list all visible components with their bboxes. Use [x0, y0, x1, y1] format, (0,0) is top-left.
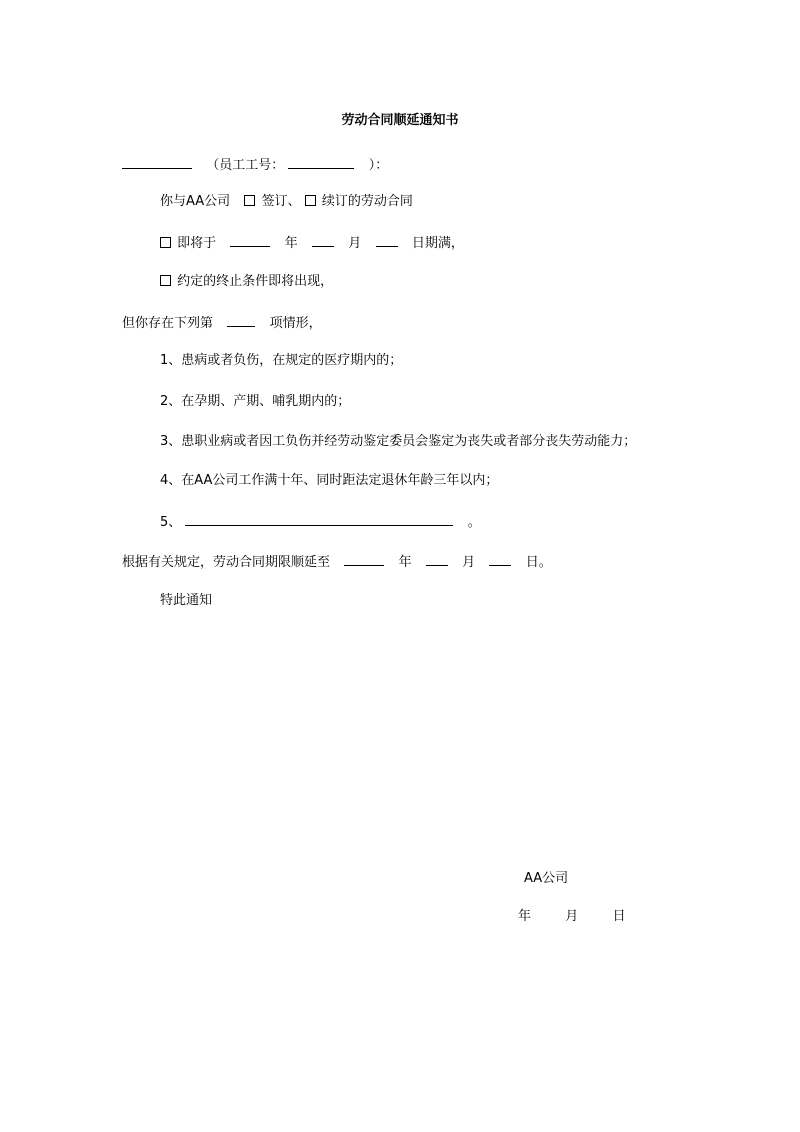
- signed-label: 签订、: [261, 194, 301, 209]
- extension-year-label: 年: [398, 555, 412, 570]
- expiry-year-label: 年: [284, 236, 298, 251]
- extension-year-blank[interactable]: [344, 552, 384, 566]
- signature-company: AA公司: [524, 871, 569, 886]
- item-5-blank[interactable]: [185, 512, 453, 526]
- signature-month-label: 月: [565, 909, 579, 924]
- signed-checkbox[interactable]: [244, 195, 255, 206]
- signature-date: [518, 908, 626, 926]
- expiry-day-label: 日期满，: [411, 236, 464, 251]
- situation-line: [122, 313, 322, 333]
- extension-line: [122, 552, 552, 572]
- situation-suffix: 项情形，: [269, 316, 322, 331]
- situation-prefix: 但你存在下列第: [122, 316, 214, 331]
- list-item: 4、在AA公司工作满十年、同时距法定退休年龄三年以内；: [160, 473, 499, 488]
- item-5-suffix: 。: [467, 515, 481, 530]
- header-closing: ）：: [368, 158, 389, 173]
- notice-text: 特此通知: [160, 593, 213, 608]
- extension-month-blank[interactable]: [426, 552, 448, 566]
- expiry-prefix: 即将于: [177, 236, 217, 251]
- termination-text: 约定的终止条件即将出现，: [177, 274, 334, 289]
- situation-number-blank[interactable]: [227, 313, 255, 327]
- expiry-year-blank[interactable]: [230, 233, 270, 247]
- extension-day-label: 日。: [525, 555, 552, 570]
- renewed-label: 续订的劳动合同: [321, 194, 413, 209]
- expiry-line: [160, 233, 464, 253]
- extension-month-label: 月: [462, 555, 476, 570]
- termination-line: [160, 273, 333, 291]
- employee-id-blank[interactable]: [288, 155, 354, 169]
- expiry-month-blank[interactable]: [312, 233, 334, 247]
- extension-prefix: 根据有关规定，劳动合同期限顺延至: [122, 555, 331, 570]
- employee-name-blank[interactable]: [122, 155, 192, 169]
- extension-day-blank[interactable]: [489, 552, 511, 566]
- expiry-day-blank[interactable]: [376, 233, 398, 247]
- expiry-checkbox[interactable]: [160, 237, 171, 248]
- signature-day-label: 日: [612, 909, 626, 924]
- item-5-prefix: 5、: [160, 515, 182, 530]
- addressee-line: [122, 155, 388, 175]
- intro-line: [160, 193, 413, 211]
- item-5-line: [160, 512, 481, 532]
- document-title: 劳动合同顺延通知书: [341, 113, 459, 128]
- intro-prefix: 你与AA公司: [160, 194, 231, 209]
- expiry-month-label: 月: [348, 236, 362, 251]
- list-item: 1、患病或者负伤，在规定的医疗期内的；: [160, 353, 403, 368]
- list-item: 2、在孕期、产期、哺乳期内的；: [160, 394, 351, 409]
- signature-year-label: 年: [518, 909, 532, 924]
- list-item: 3、患职业病或者因工负伤并经劳动鉴定委员会鉴定为丧失或者部分丧失劳动能力；: [160, 434, 637, 449]
- employee-id-label: （员工工号：: [206, 158, 285, 173]
- termination-checkbox[interactable]: [160, 275, 171, 286]
- renewed-checkbox[interactable]: [305, 195, 316, 206]
